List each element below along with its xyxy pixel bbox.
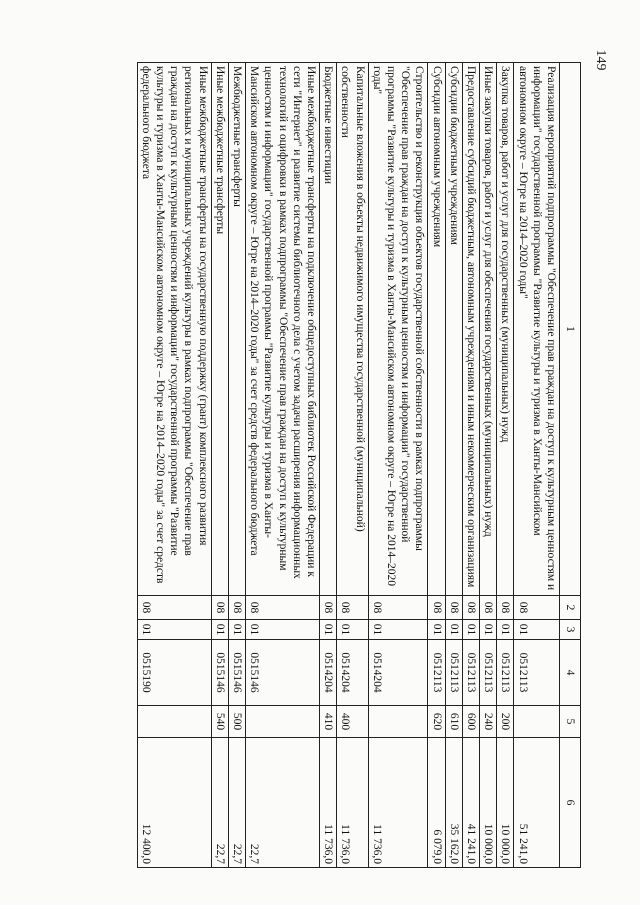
row-subsection: 01 (368, 620, 428, 640)
row-expense-type (368, 706, 428, 738)
table-row (428, 63, 445, 868)
page-number: 149 (593, 49, 608, 71)
table-row (245, 63, 319, 868)
column-header-1: 1 (560, 63, 581, 596)
row-name: Субсидии бюджетным учреждениям (445, 63, 462, 596)
table-row (368, 63, 428, 868)
row-section: 08 (337, 596, 368, 620)
row-amount: 22,7 (211, 738, 228, 868)
column-header-6: 6 (560, 738, 581, 868)
row-section: 08 (428, 596, 445, 620)
rotated-table-wrapper (56, 62, 581, 867)
table-row (211, 63, 228, 868)
row-target-item: 0514204 (319, 640, 336, 706)
row-subsection: 01 (211, 620, 228, 640)
row-expense-type: 240 (479, 706, 496, 738)
row-name: Предоставление субсидий бюджетным, автономным учреждениям и иным некоммерческим организациям (462, 63, 479, 596)
row-subsection: 01 (137, 620, 211, 640)
table-row (228, 63, 245, 868)
row-expense-type: 500 (228, 706, 245, 738)
row-amount: 41 241,0 (462, 738, 479, 868)
row-name: Бюджетные инвестиции (319, 63, 336, 596)
row-name: Строительство и реконструкция объектов государственной собственности в рамках подпрограммы "Обеспечение прав граждан на доступ к культурным ценностям и информации" государственной программы "Развитие культуры и туризма в Ханты-Мансийском автономном округе – Югре на 2014–2020 годы" (368, 63, 428, 596)
row-target-item: 0512113 (462, 640, 479, 706)
row-name: Капитальные вложения в объекты недвижимого имущества государственной (муниципальной) собственности (337, 63, 368, 596)
row-subsection: 01 (462, 620, 479, 640)
table-header-row (560, 63, 581, 868)
column-header-5: 5 (560, 706, 581, 738)
row-section: 08 (368, 596, 428, 620)
table-row (137, 63, 211, 868)
row-section: 08 (445, 596, 462, 620)
row-section: 08 (319, 596, 336, 620)
row-target-item: 0512113 (497, 640, 514, 706)
row-amount: 11 736,0 (368, 738, 428, 868)
row-amount: 35 162,0 (445, 738, 462, 868)
row-target-item: 0515146 (211, 640, 228, 706)
row-amount: 12 400,0 (137, 738, 211, 868)
row-name: Иные межбюджетные трансферты (211, 63, 228, 596)
row-expense-type: 540 (211, 706, 228, 738)
column-header-4: 4 (560, 640, 581, 706)
column-header-2: 2 (560, 596, 581, 620)
row-name: Субсидии автономным учреждениям (428, 63, 445, 596)
row-target-item: 0515190 (137, 640, 211, 706)
row-target-item: 0512113 (514, 640, 560, 706)
table-row (514, 63, 560, 868)
row-target-item: 0512113 (479, 640, 496, 706)
row-expense-type (137, 706, 211, 738)
row-expense-type: 200 (497, 706, 514, 738)
row-subsection: 01 (428, 620, 445, 640)
row-name: Закупка товаров, работ и услуг для государственных (муниципальных) нужд (497, 63, 514, 596)
row-name: Иные межбюджетные трансферты на подключение общедоступных библиотек Российской Федерации к сети "Интернет" и развитие системы библиотечного дела с учетом задачи расширения информационных технологий и оцифровки в рамках подпрограммы "Обеспечение прав граждан на доступ к культурным ценностям и информации" государственной программы "Развитие культуры и туризма в Ханты-Мансийском автономном округе – Югре на 2014–2020 годы" за счет средств федерального бюджета (245, 63, 319, 596)
row-subsection: 01 (445, 620, 462, 640)
row-amount: 22,7 (245, 738, 319, 868)
row-section: 08 (228, 596, 245, 620)
row-amount: 11 736,0 (337, 738, 368, 868)
table-row (479, 63, 496, 868)
row-expense-type: 410 (319, 706, 336, 738)
row-section: 08 (479, 596, 496, 620)
row-section: 08 (245, 596, 319, 620)
table-row (462, 63, 479, 868)
row-target-item: 0515146 (245, 640, 319, 706)
row-section: 08 (211, 596, 228, 620)
row-target-item: 0512113 (445, 640, 462, 706)
row-section: 08 (137, 596, 211, 620)
row-expense-type (245, 706, 319, 738)
row-target-item: 0515146 (228, 640, 245, 706)
row-subsection: 01 (497, 620, 514, 640)
table-row (445, 63, 462, 868)
row-section: 08 (497, 596, 514, 620)
row-amount: 22,7 (228, 738, 245, 868)
row-name: Иные закупки товаров, работ и услуг для обеспечения государственных (муниципальных) нужд (479, 63, 496, 596)
row-subsection: 01 (479, 620, 496, 640)
row-name: Межбюджетные трансферты (228, 63, 245, 596)
table-row (337, 63, 368, 868)
row-amount: 10 000,0 (497, 738, 514, 868)
row-subsection: 01 (319, 620, 336, 640)
row-section: 08 (514, 596, 560, 620)
row-amount: 6 079,0 (428, 738, 445, 868)
row-expense-type (514, 706, 560, 738)
row-section: 08 (462, 596, 479, 620)
row-subsection: 01 (228, 620, 245, 640)
row-expense-type: 620 (428, 706, 445, 738)
row-name: Реализация мероприятий подпрограммы "Обеспечение прав граждан на доступ к культурным ценностям и информации" государственной программы "Развитие культуры и туризма в Ханты-Мансийском автономном округе – Югре на 2014–2020 годы" (514, 63, 560, 596)
budget-table (137, 62, 581, 868)
row-expense-type: 600 (462, 706, 479, 738)
row-target-item: 0514204 (368, 640, 428, 706)
row-target-item: 0512113 (428, 640, 445, 706)
row-amount: 51 241,0 (514, 738, 560, 868)
table-row (497, 63, 514, 868)
row-expense-type: 610 (445, 706, 462, 738)
column-header-3: 3 (560, 620, 581, 640)
row-subsection: 01 (514, 620, 560, 640)
row-target-item: 0514204 (337, 640, 368, 706)
table-row (319, 63, 336, 868)
row-amount: 11 736,0 (319, 738, 336, 868)
row-expense-type: 400 (337, 706, 368, 738)
row-subsection: 01 (337, 620, 368, 640)
row-amount: 10 000,0 (479, 738, 496, 868)
row-subsection: 01 (245, 620, 319, 640)
row-name: Иные межбюджетные трансферты на государственную поддержку (грант) комплексного развития региональных и муниципальных учреждений культуры в рамках подпрограммы "Обеспечение прав граждан на доступ к культурным ценностям и информации" государственной программы "Развитие культуры и туризма в Ханты-Мансийском автономном округе – Югре на 2014–2020 годы" за счет средств федерального бюджета (137, 63, 211, 596)
